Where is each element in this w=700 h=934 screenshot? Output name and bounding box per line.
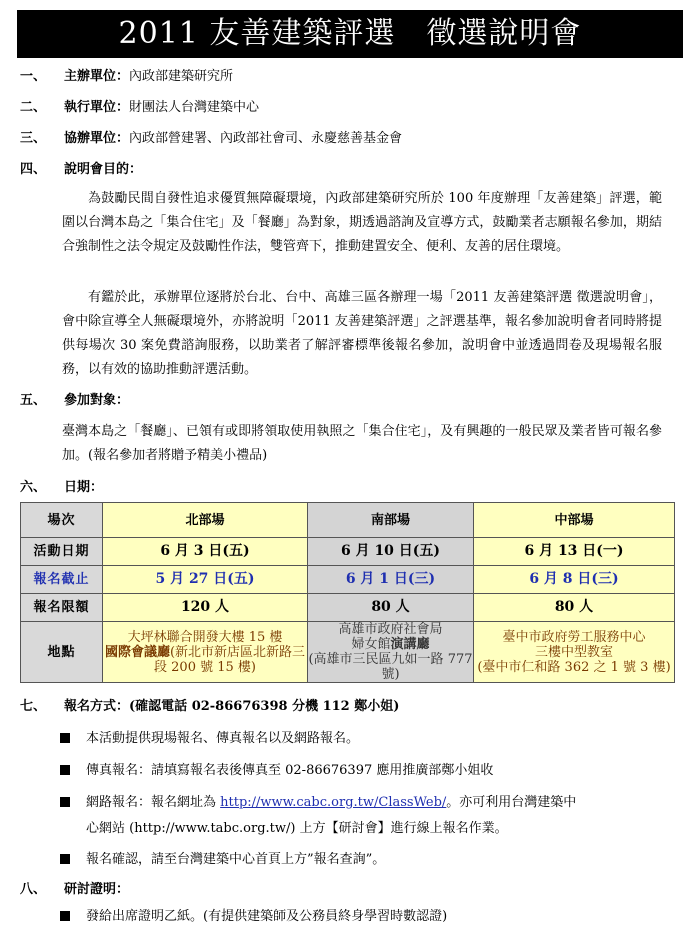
section-certificate-heading: 八、 研討證明： [20,882,130,897]
section-audience-heading: 五、 參加對象： [20,393,130,408]
section-date-heading: 六、 日期： [20,480,104,495]
section-executor: 二、 執行單位：財團法人台灣建築中心 [20,100,260,115]
deadline-north: 5 月 27 日(五) [103,566,308,594]
bullet-square-icon [60,854,70,864]
limit-south: 80 人 [308,594,474,622]
deadline-south: 6 月 1 日(三) [308,566,474,594]
table-row-date [21,538,675,566]
bullet-square-icon [60,911,70,921]
location-south: 高雄市政府社會局 婦女館演講廳 (高雄市三民區九如一路 777 號) [308,622,473,682]
header-session: 場次 [21,503,103,538]
bullet-square-icon [60,733,70,743]
registration-phone: (確認電話 02-86676398 分機 112 鄭小姐) [129,699,400,714]
list-item-continuation: 心網站 (http://www.tabc.org.tw/) 上方【研討會】進行線上報名作業。 [86,821,508,836]
list-item: 發給出席證明乙紙。(有提供建築師及公務員終身學習時數認證) [60,907,447,927]
table-header-row [21,503,675,538]
date-central: 6 月 13 日(一) [474,538,675,566]
list-item: 傳真報名：請填寫報名表後傳真至 02-86676397 應用推廣部鄭小姐收 [60,761,493,781]
deadline-central: 6 月 8 日(三) [474,566,675,594]
date-south: 6 月 10 日(五) [308,538,474,566]
bullet-square-icon [60,765,70,775]
table-row-location [21,622,675,683]
table-row-deadline [21,566,675,594]
limit-central: 80 人 [474,594,675,622]
date-north: 6 月 3 日(五) [103,538,308,566]
list-item: 網路報名：報名網址為 http://www.cabc.org.tw/ClassWeb/。亦可利用台灣建築中 [60,793,576,813]
header-central: 中部場 [474,503,675,538]
header-south: 南部場 [308,503,474,538]
limit-north: 120 人 [103,594,308,622]
list-item: 本活動提供現場報名、傳真報名以及網路報名。 [60,729,359,749]
registration-url-link[interactable]: http://www.cabc.org.tw/ClassWeb/ [220,795,447,810]
audience-paragraph: 臺灣本島之「餐廳」、已領有或即將領取使用執照之「集合住宅」，及有興趣的一般民眾及業者皆可報名參加。(報名參加者將贈予精美小禮品) [62,424,662,463]
schedule-table [20,502,675,683]
purpose-paragraph-2: 有鑑於此，承辦單位逐將於台北、台中、高雄三區各辦理一場「2011 友善建築評選 徵選說明會」，會中除宣導全人無礙環境外，亦將說明「2011 友善建築評選」之評選基準，報名參加說明會者同時將提供每場次 30 案免費諮詢服務，以助業者了解評審標準後報名參加，說明會中並透過問卷及現場報名服務，以有效的協助推動評選活動。 [62,290,662,377]
list-item: 報名確認，請至台灣建築中心首頁上方”報名查詢”。 [60,850,385,870]
row-label-location: 地點 [21,622,103,683]
row-label-deadline: 報名截止 [21,566,103,594]
section-organizer: 一、 主辦單位：內政部建築研究所 [20,69,234,84]
row-label-limit: 報名限額 [21,594,103,622]
location-central: 臺中市政府勞工服務中心 三樓中型教室 (臺中市仁和路 362 之 1 號 3 樓) [474,622,675,683]
header-north: 北部場 [103,503,308,538]
section-purpose-heading: 四、 說明會目的： [20,162,143,177]
page-title: 2011 友善建築評選 徵選說明會 [17,10,683,58]
row-label-date: 活動日期 [21,538,103,566]
section-co-organizer: 三、 協辦單位：內政部營建署、內政部社會司、永慶慈善基金會 [20,131,403,146]
table-row-limit [21,594,675,622]
section-registration-heading: 七、 報名方式：(確認電話 02-86676398 分機 112 鄭小姐) [20,699,400,714]
bullet-square-icon [60,797,70,807]
purpose-paragraph-1: 為鼓勵民間自發性追求優質無障礙環境，內政部建築研究所於 100 年度辦理「友善建築」評選，範圍以台灣本島之「集合住宅」及「餐廳」為對象，期透過諮詢及宣導方式，鼓勵業者志願報名參加，期結合強制性之法令規定及鼓勵性作法，雙管齊下，推動建置安全、便利、友善的居住環境。 [62,191,662,254]
location-north: 大坪林聯合開發大樓 15 樓 國際會議廳(新北市新店區北新路三段 200 號 15 樓) [103,622,308,683]
